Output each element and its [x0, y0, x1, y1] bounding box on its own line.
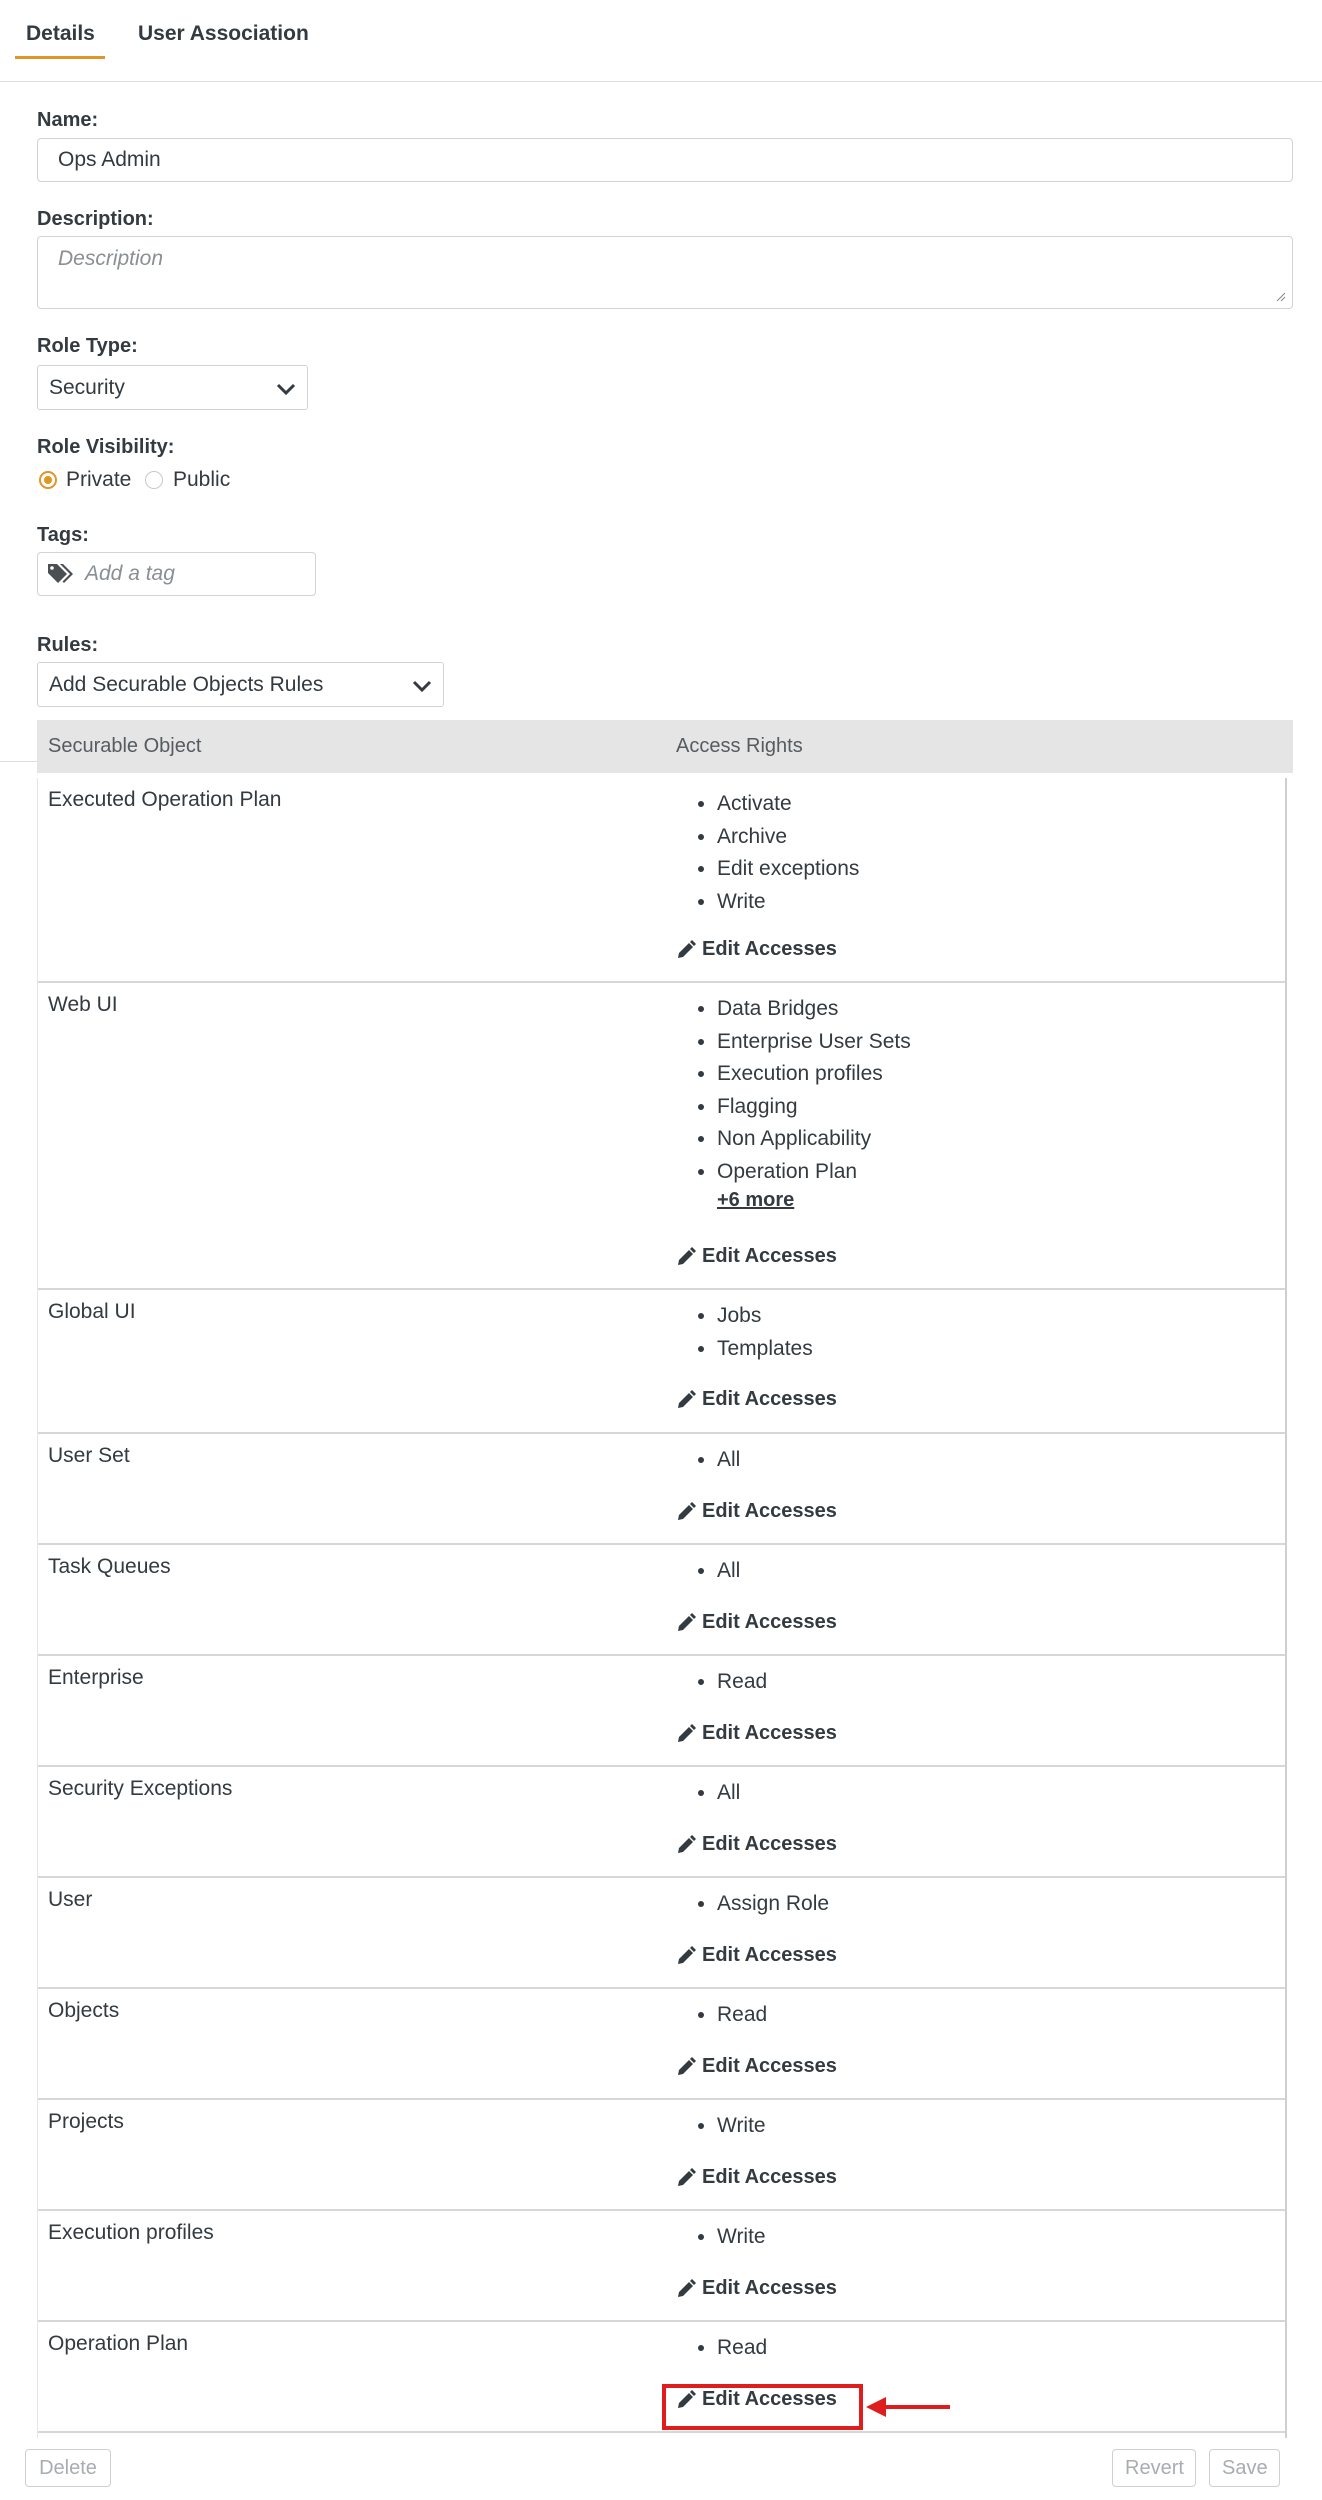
table-row: [38, 983, 1285, 1290]
rules-label: Rules:: [37, 634, 99, 656]
pencil-icon: [676, 1390, 696, 1410]
access-rights-list: [697, 2332, 767, 2365]
chevron-down-icon: [275, 378, 297, 400]
tab-bar: [0, 0, 1322, 82]
table-row: [38, 2211, 1285, 2322]
header-access-rights: Access Rights: [676, 735, 803, 757]
tags-icon: [46, 562, 76, 586]
pencil-icon: [676, 940, 696, 960]
access-rights-list: [697, 1777, 740, 1810]
access-right: • Read: [717, 1999, 767, 2032]
table-row: [38, 1878, 1285, 1989]
access-rights-list: [697, 1444, 740, 1477]
access-right: • Read: [717, 1666, 767, 1699]
access-right: • Write: [717, 2110, 766, 2143]
access-rights-list: [697, 1666, 767, 1699]
active-tab-indicator: [15, 56, 105, 59]
chevron-down-icon: [411, 675, 433, 697]
access-right: • All: [717, 1777, 740, 1810]
access-rights-list: [697, 993, 911, 1188]
pencil-icon: [676, 2279, 696, 2299]
show-more-link[interactable]: +6 more: [717, 1189, 795, 1211]
tags-input[interactable]: [37, 552, 316, 596]
table-row: [38, 1434, 1285, 1545]
rules-table-body: [37, 778, 1287, 2438]
tags-placeholder: Add a tag: [85, 562, 175, 585]
edit-accesses-label: Edit Accesses: [702, 1611, 837, 1633]
role-type-value: Security: [49, 376, 125, 399]
access-right: • All: [717, 1555, 740, 1588]
securable-object: User: [48, 1888, 93, 1911]
role-type-select[interactable]: [37, 365, 308, 410]
table-row: [38, 2100, 1285, 2211]
access-rights-list: [697, 1999, 767, 2032]
divider: [0, 761, 37, 762]
edit-accesses-label: Edit Accesses: [702, 1388, 837, 1410]
access-right: • Write: [717, 886, 859, 919]
access-right: • Jobs: [717, 1300, 813, 1333]
access-right: • Edit exceptions: [717, 853, 859, 886]
save-button[interactable]: Save: [1209, 2449, 1280, 2487]
pencil-icon: [676, 2168, 696, 2188]
edit-accesses-label: Edit Accesses: [702, 1245, 837, 1267]
access-right: • Write: [717, 2221, 766, 2254]
access-right: • Read: [717, 2332, 767, 2365]
access-right: • Archive: [717, 821, 859, 854]
table-row: [38, 1989, 1285, 2100]
pencil-icon: [676, 1724, 696, 1744]
tags-label: Tags:: [37, 524, 89, 546]
rules-table-header: [37, 720, 1293, 773]
edit-accesses-label: Edit Accesses: [702, 2166, 837, 2188]
securable-object: Enterprise: [48, 1666, 144, 1689]
pencil-icon: [676, 1613, 696, 1633]
securable-object: Objects: [48, 1999, 120, 2022]
edit-accesses-label: Edit Accesses: [702, 2055, 837, 2077]
access-right: • Non Applicability: [717, 1123, 911, 1156]
description-placeholder: Description: [58, 247, 164, 270]
table-row: [38, 1290, 1285, 1434]
securable-object: Execution profiles: [48, 2221, 214, 2244]
edit-accesses-label: Edit Accesses: [702, 2388, 837, 2410]
access-rights-list: [697, 1888, 829, 1921]
securable-object: User Set: [48, 1444, 130, 1467]
access-rights-list: [697, 788, 859, 918]
delete-button[interactable]: Delete: [25, 2449, 111, 2487]
securable-object: Task Queues: [48, 1555, 171, 1578]
description-label: Description:: [37, 208, 154, 230]
pencil-icon: [676, 1946, 696, 1966]
edit-accesses-label: Edit Accesses: [702, 1500, 837, 1522]
edit-accesses-label: Edit Accesses: [702, 1722, 837, 1744]
access-right: • Templates: [717, 1333, 813, 1366]
edit-accesses-label: Edit Accesses: [702, 1833, 837, 1855]
edit-accesses-label: Edit Accesses: [702, 938, 837, 960]
role-visibility-label: Role Visibility:: [37, 436, 175, 458]
rules-select-value: Add Securable Objects Rules: [49, 673, 324, 696]
header-securable-object: Securable Object: [48, 735, 202, 757]
securable-object: Projects: [48, 2110, 124, 2133]
radio-public-label[interactable]: Public: [173, 468, 231, 491]
pencil-icon: [676, 1835, 696, 1855]
access-right: • Execution profiles: [717, 1058, 911, 1091]
access-right: • Operation Plan: [717, 1156, 911, 1189]
rules-select[interactable]: [37, 662, 444, 707]
edit-accesses-label: Edit Accesses: [702, 1944, 837, 1966]
pencil-icon: [676, 2057, 696, 2077]
revert-button[interactable]: Revert: [1112, 2449, 1196, 2487]
securable-object: Executed Operation Plan: [48, 788, 282, 811]
access-right: • Assign Role: [717, 1888, 829, 1921]
access-rights-list: [697, 2221, 766, 2254]
access-right: • Enterprise User Sets: [717, 1026, 911, 1059]
arrow-left-icon: [864, 2394, 952, 2420]
name-label: Name:: [37, 109, 99, 131]
table-row: [38, 1656, 1285, 1767]
access-rights-list: [697, 2110, 766, 2143]
access-right: • Activate: [717, 788, 859, 821]
access-right: • All: [717, 1444, 740, 1477]
radio-private-label[interactable]: Private: [66, 468, 132, 491]
description-textarea[interactable]: [37, 236, 1293, 309]
tab-user-association[interactable]: User Association: [138, 22, 309, 45]
resize-grip-icon[interactable]: [1276, 292, 1286, 302]
access-rights-list: [697, 1555, 740, 1588]
edit-accesses-label: Edit Accesses: [702, 2277, 837, 2299]
role-type-label: Role Type:: [37, 335, 138, 357]
securable-object: Security Exceptions: [48, 1777, 233, 1800]
access-right: • Data Bridges: [717, 993, 911, 1026]
highlight-annotation: [662, 2384, 863, 2430]
radio-private[interactable]: [39, 471, 57, 489]
securable-object: Web UI: [48, 993, 118, 1016]
securable-object: Operation Plan: [48, 2332, 189, 2355]
table-row: [38, 1545, 1285, 1656]
table-row: [38, 1767, 1285, 1878]
name-input[interactable]: Ops Admin: [37, 138, 1293, 182]
radio-public[interactable]: [145, 471, 163, 489]
pencil-icon: [676, 1502, 696, 1522]
access-rights-list: [697, 1300, 813, 1365]
tab-details[interactable]: Details: [26, 22, 95, 45]
table-row: [38, 778, 1285, 983]
access-right: • Flagging: [717, 1091, 911, 1124]
securable-object: Global UI: [48, 1300, 136, 1323]
pencil-icon: [676, 1247, 696, 1267]
